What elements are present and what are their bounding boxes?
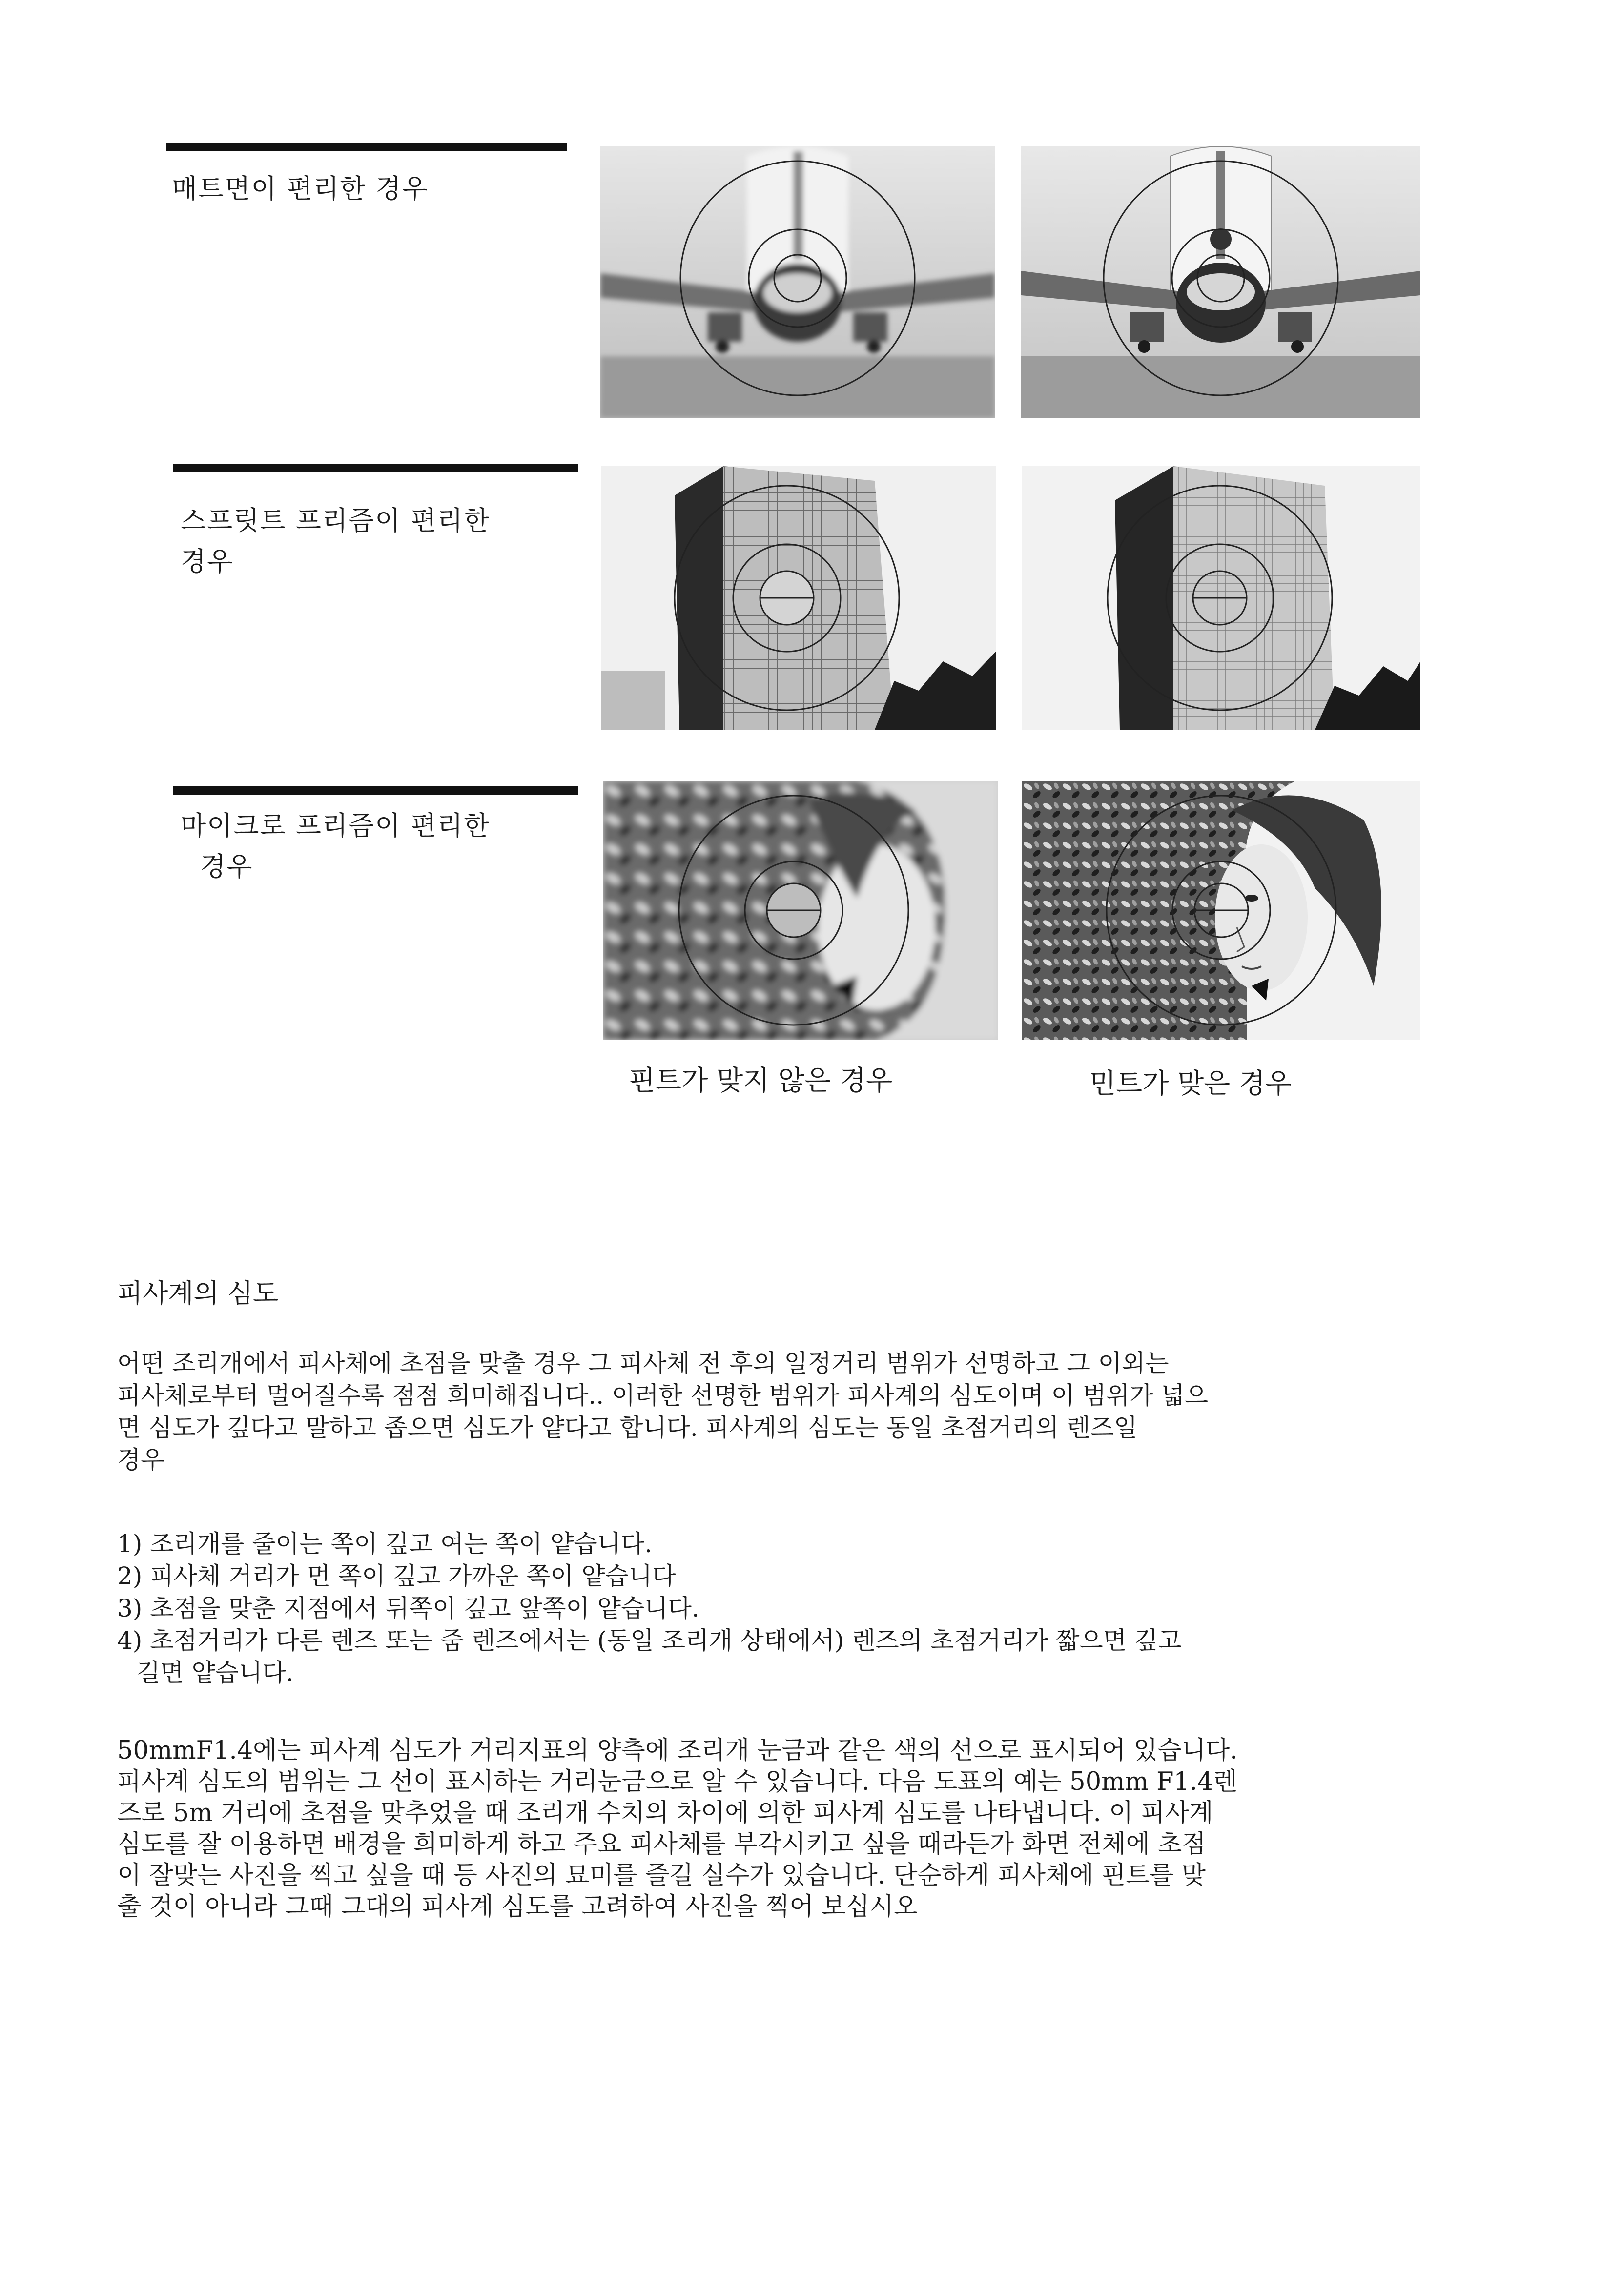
portrait-in-focus-photo: [1022, 781, 1420, 1040]
caption-in-focus: 민트가 맞은 경우: [1089, 1068, 1292, 1100]
intro-line: 면 심도가 깊다고 말하고 좁으면 심도가 얕다고 합니다. 피사계의 심도는 동일 초점거리의 렌즈일: [117, 1414, 1138, 1442]
figure-3-label-line-2: 경우: [200, 851, 253, 882]
list-item: 3) 초점을 맞춘 지점에서 뒤쪽이 깊고 앞쪽이 얕습니다.: [117, 1594, 699, 1622]
body-line: 50mmF1.4에는 피사계 심도가 거리지표의 양측에 조리개 눈금과 같은 색의 선으로 표시되어 있습니다.: [117, 1736, 1238, 1765]
list-item: 2) 피사체 거리가 먼 쪽이 깊고 가까운 쪽이 얕습니다: [117, 1562, 676, 1590]
airplane-out-of-focus-photo: [600, 146, 995, 418]
body-line: 출 것이 아니라 그때 그대의 피사계 심도를 고려하여 사진을 찍어 보십시오: [117, 1892, 918, 1921]
body-line: 피사계 심도의 범위는 그 선이 표시하는 거리눈금으로 알 수 있습니다. 다음 도표의 예는 50mm F1.4렌: [117, 1767, 1237, 1796]
body-line: 심도를 잘 이용하면 배경을 희미하게 하고 주요 피사체를 부각시키고 싶을 때라든가 화면 전체에 초점: [117, 1830, 1206, 1859]
figure-1-label: [172, 168, 429, 209]
building-out-of-focus-photo: [601, 466, 996, 730]
caption-out-of-focus: 핀트가 맞지 않은 경우: [629, 1065, 893, 1097]
figure-2-rule: [173, 464, 578, 472]
depth-rules-list: [117, 1528, 1445, 1689]
figure-3-label-line-1: 마이크로 프리즘이 편리한: [181, 810, 491, 841]
portrait-out-of-focus-photo: [603, 781, 998, 1040]
body-line: 이 잘맞는 사진을 찍고 싶을 때 등 사진의 묘미를 즐길 실수가 있습니다. 단순하게 피사체에 핀트를 맞: [117, 1861, 1206, 1890]
building-in-focus-photo: [1022, 466, 1420, 730]
intro-line: 피사체로부터 멀어질수록 점점 희미해집니다.. 이러한 선명한 범위가 피사계의 심도이며 이 범위가 넓으: [117, 1381, 1209, 1410]
section-title: 피사계의 심도: [117, 1278, 279, 1309]
airplane-in-focus-photo: [1021, 146, 1420, 418]
intro-line: 어떤 조리개에서 피사체에 초점을 맞출 경우 그 피사체 전 후의 일정거리 범위가 선명하고 그 이외는: [117, 1349, 1169, 1377]
figure-3-label: [181, 805, 490, 887]
body-line: 즈로 5m 거리에 초점을 맞추었을 때 조리개 수치의 차이에 의한 피사계 심도를 나타냅니다. 이 피사계: [117, 1799, 1213, 1827]
figure-3-rule: [173, 786, 578, 795]
body-paragraph: [117, 1735, 1445, 1923]
list-item: 1) 조리개를 줄이는 쪽이 깊고 여는 쪽이 얕습니다.: [117, 1530, 653, 1558]
figure-1-label-line-1: 매트면이 편리한 경우: [172, 173, 429, 204]
intro-line: 경우: [117, 1446, 164, 1474]
list-item: 4) 초점거리가 다른 렌즈 또는 줌 렌즈에서는 (동일 조리개 상태에서) 렌즈의 초점거리가 짧으면 깊고: [117, 1626, 1182, 1655]
intro-paragraph: [117, 1347, 1445, 1476]
figure-2-label-line-2: 경우: [181, 546, 234, 577]
figure-2-label: [181, 500, 490, 582]
figure-1-rule: [166, 143, 567, 151]
list-item-continuation: 길면 얕습니다.: [137, 1659, 294, 1687]
figure-2-label-line-1: 스프릿트 프리즘이 편리한: [181, 505, 491, 536]
